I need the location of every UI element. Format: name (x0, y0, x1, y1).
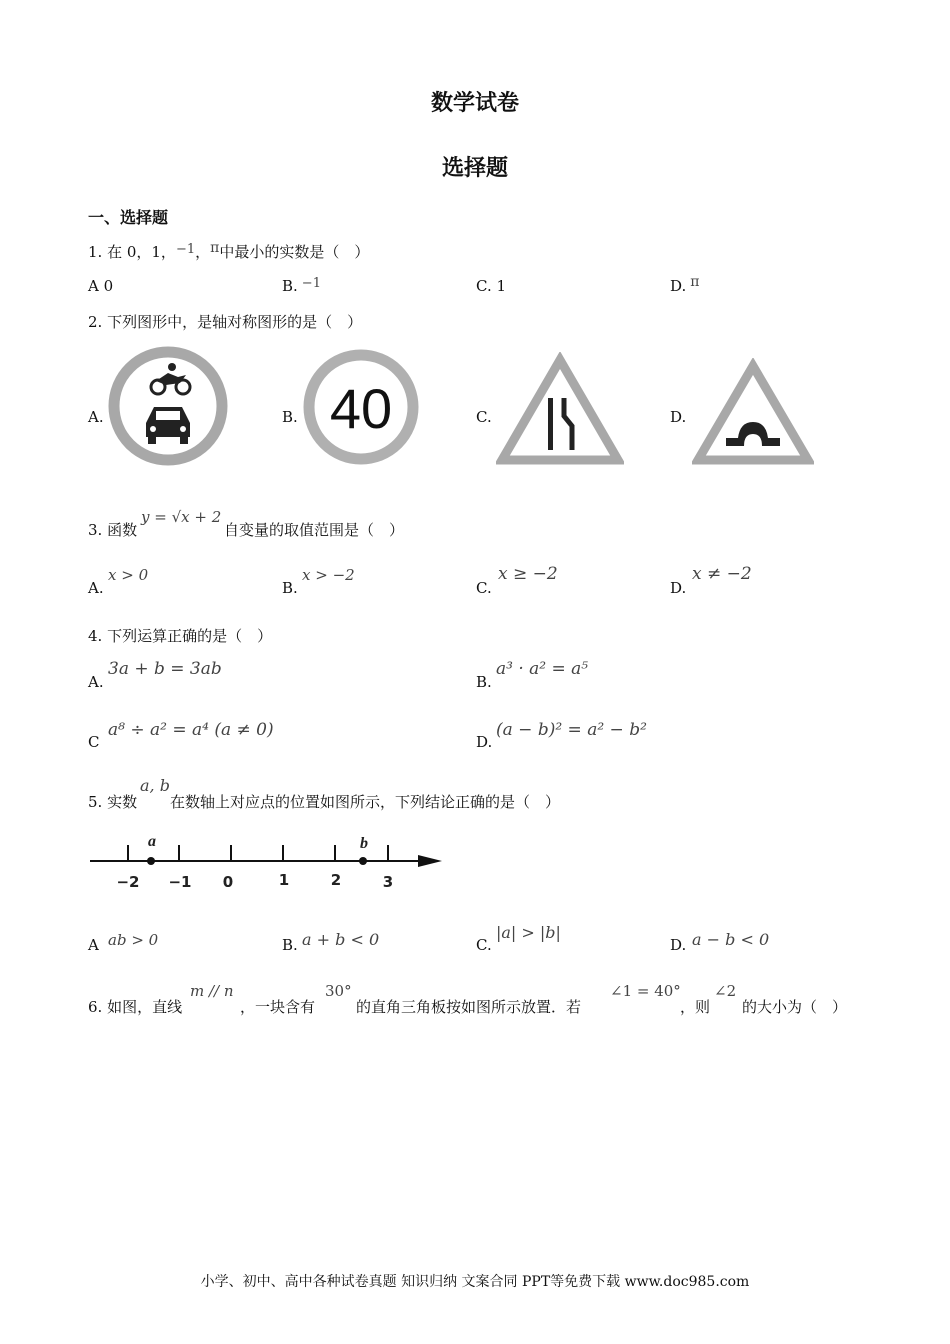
q1-neg1: −1 (175, 242, 196, 257)
q1-pi: π (210, 240, 220, 256)
tick-label: 2 (330, 871, 342, 889)
q6-angle-2: ∠2 (714, 982, 737, 1000)
q1-option-a[interactable]: A 0 (88, 277, 114, 295)
q5-suffix: 在数轴上对应点的位置如图所示，下列结论正确的是（ ） (170, 793, 561, 811)
q6-angle-1: ∠1 = 40° (610, 982, 681, 1000)
q5-option-a-label[interactable]: A (88, 936, 99, 954)
q6-text-1: ，一块含有 (240, 998, 316, 1016)
q3-function-formula: y = √x + 2 (141, 508, 222, 526)
q1-option-d-value: π (690, 274, 700, 290)
q5-option-c: |a| > |b| (496, 923, 561, 942)
tick-label: 0 (222, 873, 234, 891)
q1-suffix: 中最小的实数是（ ） (219, 243, 370, 261)
page-footer: 小学、初中、高中各种试卷真题 知识归纳 文案合同 PPT等免费下载 www.doc985.com (200, 1274, 750, 1290)
q5-prefix: 5. 实数 (88, 793, 138, 811)
no-vehicles-sign-icon (106, 345, 230, 467)
q3-option-b: x > −2 (302, 566, 355, 584)
q3-option-a: x > 0 (108, 566, 149, 584)
q1-option-c[interactable]: C. 1 (476, 277, 507, 295)
q3-option-b-label[interactable]: B. (282, 579, 298, 597)
q5-option-b: a + b < 0 (302, 930, 380, 949)
q6-angle-30: 30° (325, 982, 352, 1000)
question-4: 4. 下列运算正确的是（ ） (88, 627, 273, 645)
q3-prefix: 3. 函数 (88, 521, 138, 539)
q5-option-a: ab > 0 (108, 931, 159, 949)
q2-option-c-label[interactable]: C. (476, 408, 492, 426)
q6-text-3: ，则 (680, 998, 711, 1016)
q6-text-2: 的直角三角板按如图所示放置．若 (356, 998, 582, 1016)
q5-option-b-label[interactable]: B. (282, 936, 298, 954)
q1-prefix: 1. 在 0，1， (88, 243, 176, 261)
q4-option-c: a⁸ ÷ a² = a⁴ (a ≠ 0) (108, 720, 274, 740)
tick-label: −2 (116, 873, 140, 891)
tick-label: 1 (278, 871, 290, 889)
q5-option-d-label[interactable]: D. (670, 936, 687, 954)
point-b-label: b (360, 835, 368, 852)
q3-option-d-label[interactable]: D. (670, 579, 687, 597)
q4-option-d-label[interactable]: D. (476, 733, 493, 751)
q4-option-c-label[interactable]: C (88, 733, 100, 751)
point-a-label: a (148, 833, 156, 850)
q3-option-d: x ≠ −2 (692, 564, 752, 584)
page-subtitle: 选择题 (441, 155, 508, 181)
tick-label: −1 (168, 873, 192, 891)
road-narrows-sign-icon (496, 352, 624, 466)
q1-option-b-label: B. (282, 277, 298, 295)
number-line-figure (86, 828, 446, 892)
tick-label: 3 (382, 873, 394, 891)
q1-option-d-label: D. (670, 277, 687, 295)
q5-vars: a, b (140, 776, 170, 795)
arrow-right-icon (418, 855, 442, 867)
page-title: 数学试卷 (430, 90, 519, 116)
section-heading: 一、选择题 (88, 208, 169, 227)
q2-option-d-label[interactable]: D. (670, 408, 687, 426)
question-1 (88, 241, 369, 262)
q6-text-4: 的大小为（ ） (742, 998, 848, 1016)
question-2: 2. 下列图形中，是轴对称图形的是（ ） (88, 313, 363, 331)
q3-option-a-label[interactable]: A. (88, 579, 104, 597)
speed-limit-number: 40 (329, 377, 393, 440)
q6-prefix: 6. 如图，直线 (88, 998, 183, 1016)
q4-option-d: (a − b)² = a² − b² (496, 720, 647, 740)
q4-option-b-label[interactable]: B. (476, 673, 492, 691)
hump-bridge-sign-icon (692, 358, 814, 466)
speed-limit-sign-icon (302, 349, 420, 465)
q4-option-a-label[interactable]: A. (88, 673, 104, 691)
q6-parallel-lines: m // n (190, 982, 234, 1000)
q5-option-c-label[interactable]: C. (476, 936, 492, 954)
point-b (359, 857, 367, 865)
q1-comma: ， (195, 243, 211, 261)
q3-suffix: 自变量的取值范围是（ ） (224, 521, 405, 539)
q1-option-b[interactable] (282, 277, 321, 295)
q4-option-b: a³ · a² = a⁵ (496, 659, 589, 679)
q1-option-b-value: −1 (301, 276, 321, 291)
q3-option-c: x ≥ −2 (498, 564, 558, 584)
q2-option-b-label[interactable]: B. (282, 408, 298, 426)
q4-option-a: 3a + b = 3ab (108, 659, 222, 679)
q2-option-a-label[interactable]: A. (88, 408, 104, 426)
q1-option-d[interactable] (670, 274, 700, 295)
q5-option-d: a − b < 0 (692, 930, 770, 949)
point-a (147, 857, 155, 865)
q3-option-c-label[interactable]: C. (476, 579, 492, 597)
